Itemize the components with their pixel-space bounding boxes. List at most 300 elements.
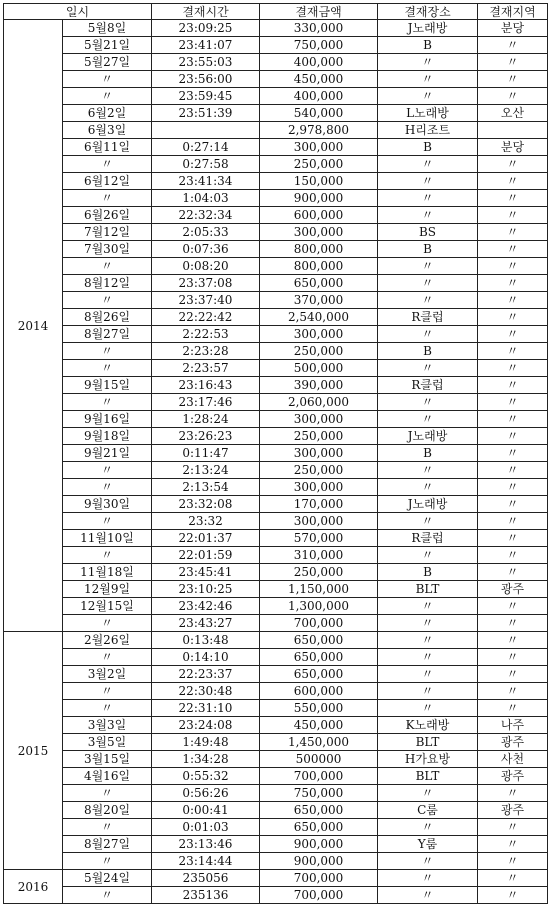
region-cell: 광주 (478, 581, 548, 598)
table-row (4, 122, 548, 139)
region-cell: 〃 (478, 343, 548, 360)
table-row (4, 139, 548, 156)
amount-cell: 700,000 (260, 615, 378, 632)
amount-cell: 450,000 (260, 71, 378, 88)
time-cell: 235136 (152, 887, 260, 904)
amount-cell: 250,000 (260, 428, 378, 445)
amount-cell: 450,000 (260, 717, 378, 734)
payment-table (3, 3, 548, 904)
time-cell: 2:05:33 (152, 224, 260, 241)
region-cell: 〃 (478, 819, 548, 836)
date-cell: 3월3일 (63, 717, 152, 734)
region-cell: 〃 (478, 411, 548, 428)
table-row (4, 870, 548, 887)
table-row (4, 105, 548, 122)
amount-cell: 300,000 (260, 445, 378, 462)
time-cell: 0:55:32 (152, 768, 260, 785)
time-cell: 0:27:14 (152, 139, 260, 156)
amount-cell: 800,000 (260, 258, 378, 275)
place-cell: 〃 (378, 411, 478, 428)
region-cell: 분당 (478, 20, 548, 37)
time-cell: 23:45:41 (152, 564, 260, 581)
table-row (4, 581, 548, 598)
region-cell: 〃 (478, 377, 548, 394)
region-cell: 〃 (478, 428, 548, 445)
time-cell: 23:32 (152, 513, 260, 530)
time-cell: 23:13:46 (152, 836, 260, 853)
place-cell: J노래방 (378, 428, 478, 445)
table-row (4, 547, 548, 564)
time-cell: 23:16:43 (152, 377, 260, 394)
table-row (4, 241, 548, 258)
time-cell: 22:31:10 (152, 700, 260, 717)
date-cell: 3월2일 (63, 666, 152, 683)
place-cell: Y룸 (378, 836, 478, 853)
time-cell: 22:32:34 (152, 207, 260, 224)
time-cell: 235056 (152, 870, 260, 887)
region-cell: 〃 (478, 853, 548, 870)
time-cell: 22:01:59 (152, 547, 260, 564)
region-cell: 〃 (478, 88, 548, 105)
time-cell: 2:23:28 (152, 343, 260, 360)
region-cell: 〃 (478, 683, 548, 700)
date-cell: 8월20일 (63, 802, 152, 819)
place-cell: B (378, 343, 478, 360)
place-cell: B (378, 564, 478, 581)
place-cell: 〃 (378, 173, 478, 190)
table-row (4, 428, 548, 445)
date-cell: 9월30일 (63, 496, 152, 513)
table-row (4, 445, 548, 462)
region-cell: 〃 (478, 887, 548, 904)
place-cell: 〃 (378, 683, 478, 700)
region-cell: 〃 (478, 870, 548, 887)
place-cell: 〃 (378, 547, 478, 564)
amount-cell: 300,000 (260, 411, 378, 428)
date-cell: 〃 (63, 479, 152, 496)
table-row (4, 394, 548, 411)
region-cell: 〃 (478, 785, 548, 802)
table-row (4, 377, 548, 394)
date-cell: 〃 (63, 462, 152, 479)
time-cell: 23:26:23 (152, 428, 260, 445)
amount-cell: 2,540,000 (260, 309, 378, 326)
date-cell: 7월30일 (63, 241, 152, 258)
time-cell: 0:01:03 (152, 819, 260, 836)
date-cell: 2월26일 (63, 632, 152, 649)
time-cell: 2:13:54 (152, 479, 260, 496)
place-cell: 〃 (378, 190, 478, 207)
table-row (4, 275, 548, 292)
region-cell: 〃 (478, 615, 548, 632)
region-cell: 〃 (478, 836, 548, 853)
date-cell: 〃 (63, 649, 152, 666)
date-cell: 〃 (63, 700, 152, 717)
amount-cell: 300,000 (260, 224, 378, 241)
place-cell: 〃 (378, 207, 478, 224)
table-row (4, 20, 548, 37)
table-row (4, 683, 548, 700)
amount-cell: 650,000 (260, 802, 378, 819)
region-cell: 〃 (478, 547, 548, 564)
table-row (4, 258, 548, 275)
table-row (4, 462, 548, 479)
table-row (4, 632, 548, 649)
region-cell: 〃 (478, 666, 548, 683)
amount-cell: 2,060,000 (260, 394, 378, 411)
time-cell: 1:04:03 (152, 190, 260, 207)
amount-cell: 370,000 (260, 292, 378, 309)
place-cell: 〃 (378, 360, 478, 377)
region-cell: 〃 (478, 258, 548, 275)
place-cell: B (378, 139, 478, 156)
place-cell: 〃 (378, 632, 478, 649)
table-row (4, 785, 548, 802)
date-cell: 6월3일 (63, 122, 152, 139)
date-cell: 〃 (63, 88, 152, 105)
region-cell: 나주 (478, 717, 548, 734)
amount-cell: 250,000 (260, 343, 378, 360)
time-cell: 23:41:34 (152, 173, 260, 190)
table-row (4, 666, 548, 683)
place-cell: R클럽 (378, 377, 478, 394)
amount-cell: 650,000 (260, 632, 378, 649)
region-cell: 〃 (478, 190, 548, 207)
table-row (4, 190, 548, 207)
date-cell: 9월15일 (63, 377, 152, 394)
region-cell: 광주 (478, 768, 548, 785)
place-cell: BS (378, 224, 478, 241)
region-cell: 〃 (478, 292, 548, 309)
date-cell: 〃 (63, 513, 152, 530)
place-cell: 〃 (378, 71, 478, 88)
amount-cell: 330,000 (260, 20, 378, 37)
amount-cell: 1,450,000 (260, 734, 378, 751)
region-cell: 〃 (478, 632, 548, 649)
amount-cell: 250,000 (260, 564, 378, 581)
place-cell: 〃 (378, 275, 478, 292)
table-row (4, 649, 548, 666)
date-cell: 〃 (63, 190, 152, 207)
amount-cell: 650,000 (260, 275, 378, 292)
place-cell: 〃 (378, 156, 478, 173)
amount-cell: 600,000 (260, 683, 378, 700)
table-row (4, 343, 548, 360)
amount-cell: 700,000 (260, 887, 378, 904)
amount-cell: 540,000 (260, 105, 378, 122)
region-cell: 〃 (478, 496, 548, 513)
region-cell: 〃 (478, 564, 548, 581)
date-cell: 4월16일 (63, 768, 152, 785)
time-cell: 22:22:42 (152, 309, 260, 326)
place-cell: H가요방 (378, 751, 478, 768)
place-cell: 〃 (378, 853, 478, 870)
header-row (4, 4, 548, 20)
time-cell: 0:27:58 (152, 156, 260, 173)
date-cell: 8월12일 (63, 275, 152, 292)
time-cell: 0:07:36 (152, 241, 260, 258)
table-row (4, 598, 548, 615)
place-cell: BLT (378, 768, 478, 785)
time-cell: 2:22:53 (152, 326, 260, 343)
place-cell: 〃 (378, 88, 478, 105)
place-cell: 〃 (378, 292, 478, 309)
time-cell: 0:08:20 (152, 258, 260, 275)
table-row (4, 887, 548, 904)
region-cell: 〃 (478, 54, 548, 71)
amount-cell: 2,978,800 (260, 122, 378, 139)
amount-cell: 300,000 (260, 139, 378, 156)
amount-cell: 600,000 (260, 207, 378, 224)
amount-cell: 1,150,000 (260, 581, 378, 598)
time-cell: 23:14:44 (152, 853, 260, 870)
date-cell: 9월16일 (63, 411, 152, 428)
amount-cell: 900,000 (260, 836, 378, 853)
date-cell: 8월27일 (63, 326, 152, 343)
region-cell: 광주 (478, 734, 548, 751)
date-cell: 〃 (63, 615, 152, 632)
table-row (4, 173, 548, 190)
date-cell: 9월18일 (63, 428, 152, 445)
time-cell: 1:28:24 (152, 411, 260, 428)
table-row (4, 700, 548, 717)
date-cell: 8월26일 (63, 309, 152, 326)
date-cell: 〃 (63, 683, 152, 700)
region-cell: 〃 (478, 207, 548, 224)
amount-cell: 400,000 (260, 54, 378, 71)
time-cell (152, 122, 260, 139)
table-row (4, 564, 548, 581)
region-cell: 분당 (478, 139, 548, 156)
table-row (4, 615, 548, 632)
time-cell: 23:43:27 (152, 615, 260, 632)
table-row (4, 836, 548, 853)
date-cell: 5월21일 (63, 37, 152, 54)
time-cell: 23:55:03 (152, 54, 260, 71)
place-cell: H리조트 (378, 122, 478, 139)
date-cell: 11월18일 (63, 564, 152, 581)
date-cell: 6월2일 (63, 105, 152, 122)
time-cell: 22:01:37 (152, 530, 260, 547)
table-row (4, 819, 548, 836)
date-cell: 8월27일 (63, 836, 152, 853)
amount-cell: 550,000 (260, 700, 378, 717)
table-row (4, 496, 548, 513)
date-cell: 〃 (63, 71, 152, 88)
time-cell: 23:32:08 (152, 496, 260, 513)
year-cell: 2015 (4, 632, 63, 870)
place-cell: 〃 (378, 54, 478, 71)
amount-cell: 310,000 (260, 547, 378, 564)
table-row (4, 802, 548, 819)
table-row (4, 37, 548, 54)
time-cell: 1:49:48 (152, 734, 260, 751)
amount-cell: 500,000 (260, 360, 378, 377)
place-cell: K노래방 (378, 717, 478, 734)
table-row (4, 751, 548, 768)
table-row (4, 326, 548, 343)
region-cell: 오산 (478, 105, 548, 122)
time-cell: 0:56:26 (152, 785, 260, 802)
place-cell: 〃 (378, 666, 478, 683)
region-cell: 〃 (478, 649, 548, 666)
amount-cell: 300,000 (260, 513, 378, 530)
place-cell: 〃 (378, 615, 478, 632)
amount-cell: 390,000 (260, 377, 378, 394)
amount-cell: 1,300,000 (260, 598, 378, 615)
amount-cell: 700,000 (260, 870, 378, 887)
amount-cell: 750,000 (260, 785, 378, 802)
time-cell: 22:23:37 (152, 666, 260, 683)
place-cell: R클럽 (378, 530, 478, 547)
place-cell: J노래방 (378, 20, 478, 37)
region-cell: 〃 (478, 360, 548, 377)
amount-cell: 900,000 (260, 190, 378, 207)
table-row (4, 71, 548, 88)
table-row (4, 479, 548, 496)
region-cell: 〃 (478, 275, 548, 292)
table-row (4, 853, 548, 870)
time-cell: 23:42:46 (152, 598, 260, 615)
region-cell (478, 122, 548, 139)
place-cell: 〃 (378, 394, 478, 411)
date-cell: 11월10일 (63, 530, 152, 547)
region-cell: 〃 (478, 71, 548, 88)
header-region: 결재지역 (478, 4, 548, 20)
table-row (4, 513, 548, 530)
time-cell: 0:13:48 (152, 632, 260, 649)
date-cell: 5월27일 (63, 54, 152, 71)
date-cell: 〃 (63, 819, 152, 836)
table-row (4, 88, 548, 105)
date-cell: 〃 (63, 360, 152, 377)
amount-cell: 170,000 (260, 496, 378, 513)
table-row (4, 717, 548, 734)
region-cell: 〃 (478, 598, 548, 615)
time-cell: 23:51:39 (152, 105, 260, 122)
amount-cell: 150,000 (260, 173, 378, 190)
time-cell: 2:23:57 (152, 360, 260, 377)
region-cell: 〃 (478, 462, 548, 479)
year-cell: 2016 (4, 870, 63, 904)
time-cell: 2:13:24 (152, 462, 260, 479)
place-cell: 〃 (378, 326, 478, 343)
place-cell: 〃 (378, 513, 478, 530)
date-cell: 〃 (63, 887, 152, 904)
amount-cell: 400,000 (260, 88, 378, 105)
region-cell: 광주 (478, 802, 548, 819)
place-cell: 〃 (378, 870, 478, 887)
place-cell: 〃 (378, 598, 478, 615)
amount-cell: 750,000 (260, 37, 378, 54)
date-cell: 9월21일 (63, 445, 152, 462)
table-body (4, 20, 548, 904)
table-row (4, 54, 548, 71)
region-cell: 〃 (478, 224, 548, 241)
amount-cell: 700,000 (260, 768, 378, 785)
amount-cell: 250,000 (260, 462, 378, 479)
time-cell: 23:59:45 (152, 88, 260, 105)
place-cell: 〃 (378, 700, 478, 717)
table-row (4, 411, 548, 428)
table-row (4, 768, 548, 785)
place-cell: 〃 (378, 649, 478, 666)
place-cell: B (378, 445, 478, 462)
time-cell: 23:37:08 (152, 275, 260, 292)
time-cell: 23:56:00 (152, 71, 260, 88)
date-cell: 〃 (63, 258, 152, 275)
table-row (4, 360, 548, 377)
header-time: 결재시간 (152, 4, 260, 20)
region-cell: 〃 (478, 309, 548, 326)
date-cell: 6월12일 (63, 173, 152, 190)
header-place: 결재장소 (378, 4, 478, 20)
place-cell: L노래방 (378, 105, 478, 122)
table-row (4, 207, 548, 224)
date-cell: 〃 (63, 394, 152, 411)
date-cell: 6월26일 (63, 207, 152, 224)
date-cell: 5월24일 (63, 870, 152, 887)
region-cell: 〃 (478, 156, 548, 173)
region-cell: 〃 (478, 445, 548, 462)
time-cell: 0:00:41 (152, 802, 260, 819)
date-cell: 〃 (63, 853, 152, 870)
region-cell: 〃 (478, 479, 548, 496)
date-cell: 3월15일 (63, 751, 152, 768)
place-cell: 〃 (378, 258, 478, 275)
time-cell: 23:10:25 (152, 581, 260, 598)
place-cell: R클럽 (378, 309, 478, 326)
time-cell: 23:24:08 (152, 717, 260, 734)
year-cell: 2014 (4, 20, 63, 632)
date-cell: 7월12일 (63, 224, 152, 241)
place-cell: BLT (378, 734, 478, 751)
time-cell: 23:41:07 (152, 37, 260, 54)
amount-cell: 650,000 (260, 666, 378, 683)
table-row (4, 292, 548, 309)
table-row (4, 530, 548, 547)
date-cell: 〃 (63, 156, 152, 173)
region-cell: 〃 (478, 326, 548, 343)
amount-cell: 500000 (260, 751, 378, 768)
amount-cell: 650,000 (260, 649, 378, 666)
place-cell: BLT (378, 581, 478, 598)
date-cell: 〃 (63, 343, 152, 360)
amount-cell: 900,000 (260, 853, 378, 870)
region-cell: 〃 (478, 700, 548, 717)
date-cell: 〃 (63, 785, 152, 802)
time-cell: 1:34:28 (152, 751, 260, 768)
place-cell: B (378, 241, 478, 258)
region-cell: 〃 (478, 530, 548, 547)
amount-cell: 250,000 (260, 156, 378, 173)
time-cell: 22:30:48 (152, 683, 260, 700)
amount-cell: 650,000 (260, 819, 378, 836)
time-cell: 23:17:46 (152, 394, 260, 411)
date-cell: 〃 (63, 547, 152, 564)
date-cell: 6월11일 (63, 139, 152, 156)
table-row (4, 224, 548, 241)
date-cell: 3월5일 (63, 734, 152, 751)
header-amount: 결재금액 (260, 4, 378, 20)
region-cell: 〃 (478, 513, 548, 530)
time-cell: 0:14:10 (152, 649, 260, 666)
date-cell: 12월9일 (63, 581, 152, 598)
place-cell: 〃 (378, 887, 478, 904)
region-cell: 〃 (478, 394, 548, 411)
date-cell: 12월15일 (63, 598, 152, 615)
place-cell: 〃 (378, 785, 478, 802)
